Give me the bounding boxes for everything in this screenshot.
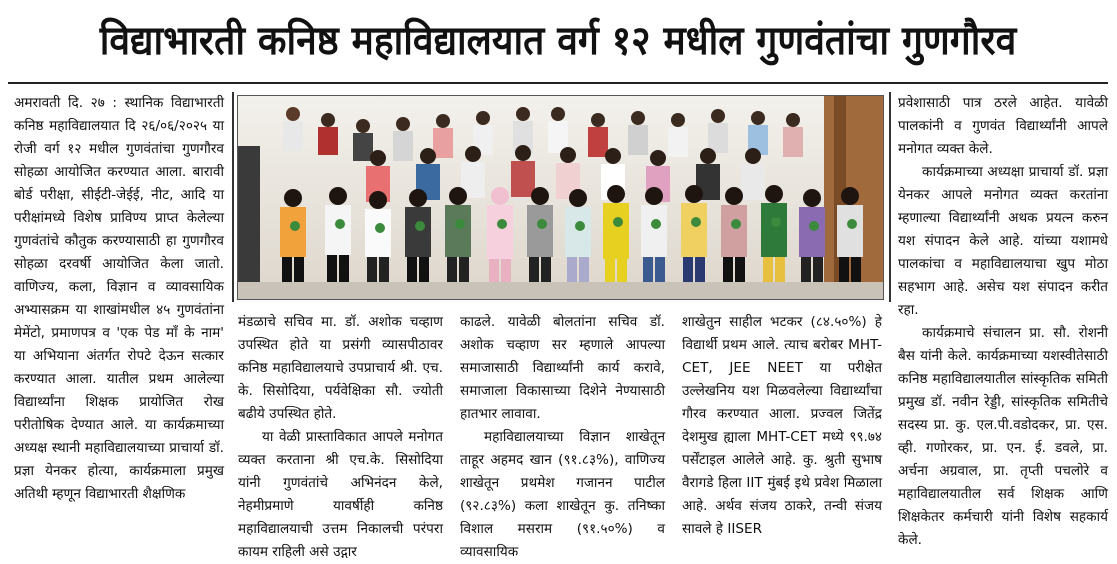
paragraph-text: या वेळी प्रास्ताविकात आपले मनोगत व्यक्त करताना श्री एच.के. सिसोदिया यांनी गुणवंतांचे अभिनंदन केले, नेहमीप्रमाणे यावर्षीही कनिष्ठ महाविद्यालयाची उत्तम निकालची परंपरा कायम राहिली असे उद्गार bbox=[238, 429, 443, 560]
paragraph bbox=[460, 426, 665, 564]
group-photo bbox=[237, 95, 884, 300]
article-column-5 bbox=[898, 92, 1108, 548]
paragraph: शाखेतुन साहील भटकर (८४.५०%) हे विद्यार्थी प्रथम आले. त्याच बरोबर MHT-CET, JEE NEET या परीक्षेत उल्लेखनिय यश मिळवलेल्या विद्यार्थ्यांचा गौरव करण्यात आला. प्रज्वल जितेंद्र देशमुख ह्याला MHT-CET मध्ये ९९.७४ पर्सेंटाइल आलेले आहे. कु. श्रुती सुभाष वैरागडे हिला IIT मुंबई इथे प्रवेश मिळाला आहे. अर्थव संजय ठाकरे, तन्वी संजय सावले हे IISER bbox=[682, 314, 882, 537]
paragraph: अमरावती दि. २७ : स्थानिक विद्याभारती कनिष्ठ महाविद्यालयात दि २६/०६/२०२५ या रोजी वर्ग १२ मधील गुणवंतांचा गुणगौरव सोहळा आयोजित करण्यात आला. बारावी बोर्ड परीक्षा, सीईटी-जेईई, नीट, आदि या परीक्षांमध्ये विशेष प्राविण्य प्राप्त केलेल्या गुणवंतांचे कौतुक करण्यासाठी हा गुणगौरव सोहळा दरवर्षी आयोजित केला जातो. वाणिज्य, कला, विज्ञान व व्यावसायिक अभ्यासक्रम या शाखांमधील ४५ गुणवंतांना मेमेंटो, प्रमाणपत्र व 'एक पेड माँ के नाम' या अभियाना अंतर्गत रोपटे देऊन सत्कार करण्यात आला. यातील प्रथम आलेल्या विद्यार्थ्यांना शिक्षक प्रायोजित रोख परीतोषिक देण्यात आले. या कार्यक्रमाच्या अध्यक्ष स्थानी महाविद्यालयाच्या प्राचार्या डॉ. प्रज्ञा येनकर होत्या, कार्यक्रमाला प्रमुख अतिथी म्हणून विद्याभारती शैक्षणिक bbox=[14, 95, 224, 502]
paragraph: मंडळाचे सचिव मा. डॉ. अशोक चव्हाण उपस्थित होते या प्रसंगी व्यासपीठावर कनिष्ठ महाविद्यालयाचे उपप्राचार्य श्री. एच. के. सिसोदिया, पर्यवेक्षिका सौ. ज्योती बढीये उपस्थित होते. bbox=[238, 314, 443, 422]
paragraph bbox=[238, 426, 443, 564]
article-column-2 bbox=[238, 311, 443, 560]
paragraph bbox=[898, 322, 1108, 552]
article-column-1 bbox=[14, 92, 224, 548]
paragraph-text: कार्यक्रमाचे संचालन प्रा. सौ. रोशनी बैस यांनी केले. कार्यक्रमाच्या यशस्वीतेसाठी कनिष्ठ महाविद्यालयातील सांस्कृतिक समिती प्रमुख डॉ. नवीन रेड्डी, सांस्कृतिक समितीचे सदस्य प्रा. कु. एल.पी.वडोदकर, प्रा. एस. व्ही. गणोरकर, प्रा. एन. ई. डवले, प्रा. अर्चना अग्रवाल, प्रा. तृप्ती पचलोरे व महाविद्यालयातील सर्व शिक्षक आणि शिक्षकेतर कर्मचारी यांनी विशेष सहकार्य केले. bbox=[898, 325, 1108, 548]
paragraph: काढले. यावेळी बोलतांना सचिव डॉ. अशोक चव्हाण सर म्हणाले आपल्या समाजासाठी विद्यार्थ्यांनी कार्य करावे, समाजाला विकासाच्या दिशेने नेण्यासाठी हातभार लावावा. bbox=[460, 314, 665, 422]
paragraph bbox=[898, 161, 1108, 322]
paragraph-text: कार्यक्रमाच्या अध्यक्षा प्राचार्या डॉ. प्रज्ञा येनकर आपले मनोगत व्यक्त करतांना म्हणाल्या विद्यार्थ्यांनी अथक प्रयत्न करुन यश संपादन केले आहे. यांच्या यशामधे पालकांचा व महाविद्यालयाचा खुप मोठा सहभाग आहे. असेच यश संपादन करीत रहा. bbox=[898, 164, 1108, 318]
article-column-4 bbox=[682, 311, 882, 548]
paragraph: प्रवेशासाठी पात्र ठरले आहेत. यावेळी पालकांनी व गुणवंत विद्यार्थ्यांनी आपले मनोगत व्यक्त केले. bbox=[898, 95, 1108, 157]
group-photo-illustration bbox=[238, 96, 883, 299]
paragraph-text: महाविद्यालयाच्या विज्ञान शाखेतून ताहूर अहमद खान (९१.८३%), वाणिज्य शाखेतून प्रथमेश गजानन पाटील (९२.८३%) कला शाखेतून कु. तनिष्का विशाल मसराम (९१.५०%) व व्यावसायिक bbox=[460, 429, 665, 560]
headline: विद्याभारती कनिष्ठ महाविद्यालयात वर्ग १२ मधील गुणवंतांचा गुणगौरव bbox=[99, 18, 1017, 64]
headline-rule bbox=[8, 82, 1108, 84]
article-column-3 bbox=[460, 311, 665, 560]
